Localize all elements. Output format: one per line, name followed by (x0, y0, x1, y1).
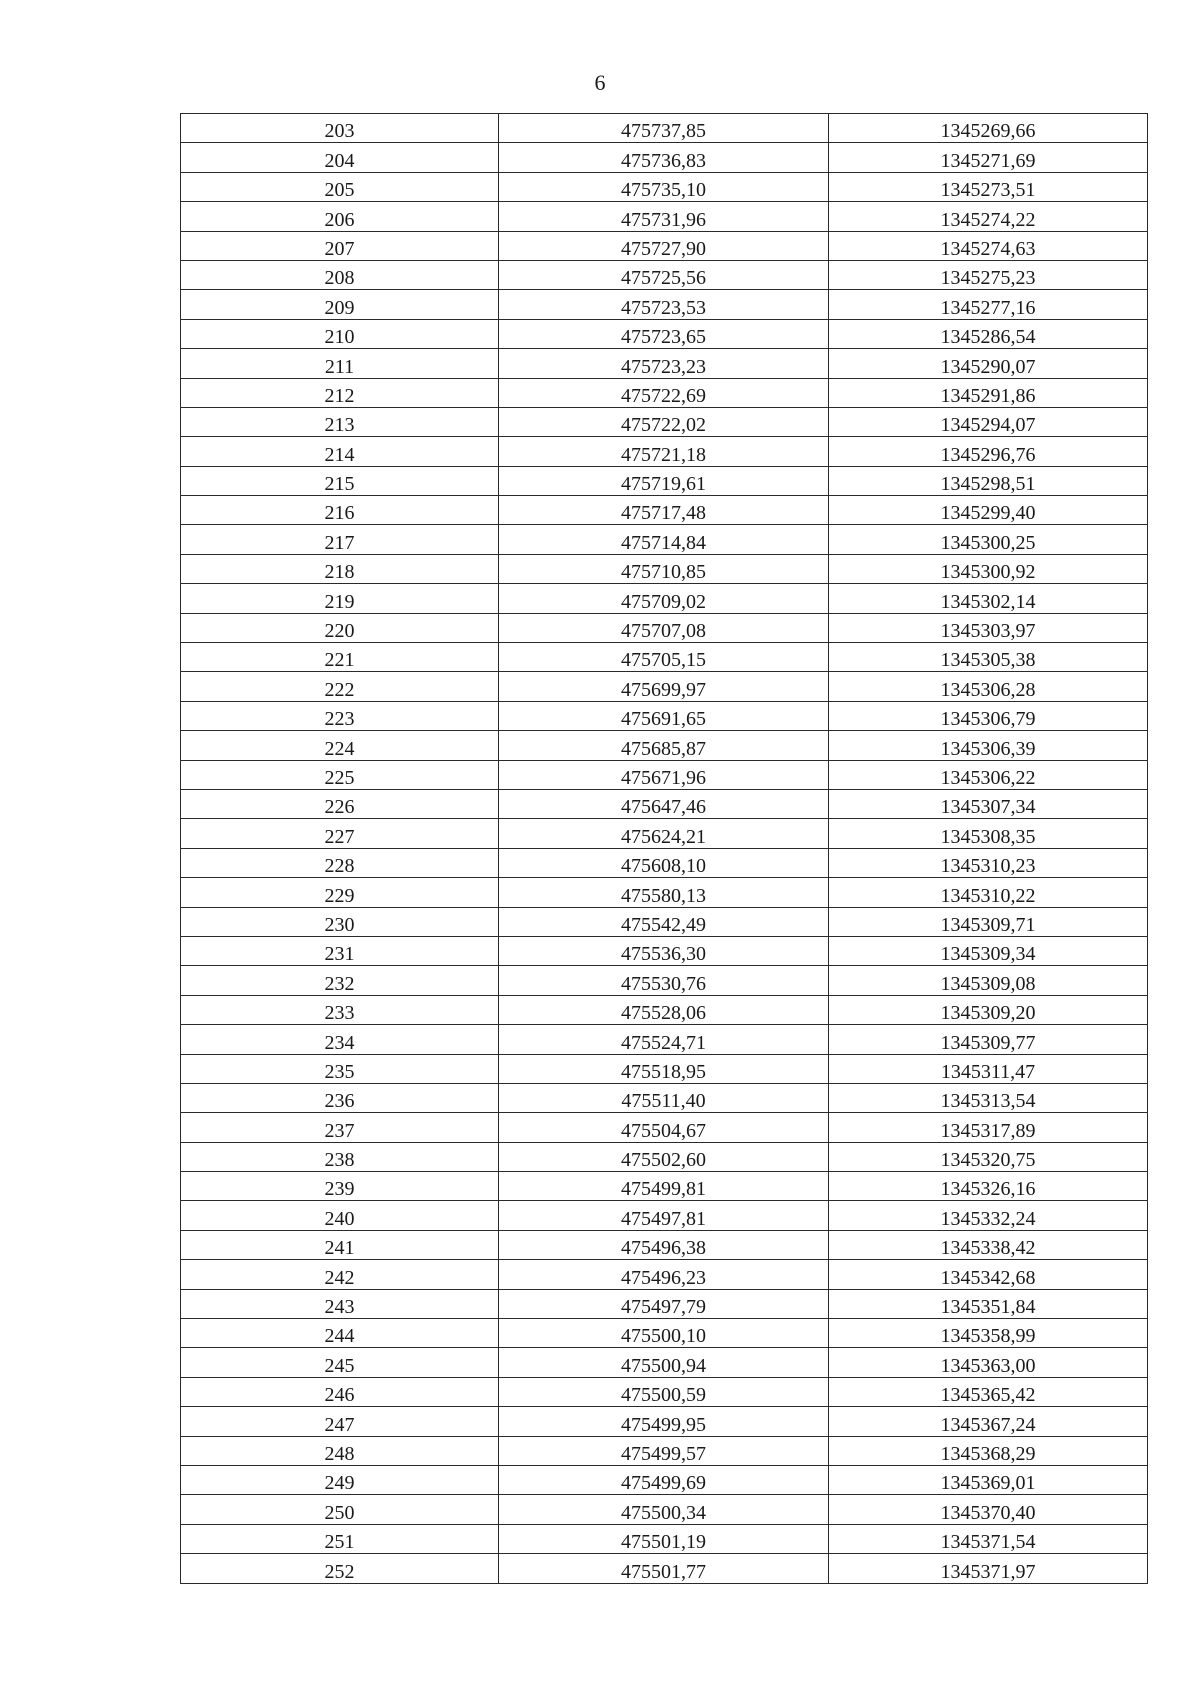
y-coordinate-cell: 1345306,79 (829, 701, 1148, 730)
point-number-cell: 220 (181, 613, 499, 642)
table-row (181, 1436, 1148, 1465)
y-coordinate-cell: 1345371,54 (829, 1524, 1148, 1553)
y-coordinate-cell: 1345269,66 (829, 114, 1148, 143)
x-coordinate-cell: 475501,77 (499, 1554, 829, 1583)
y-coordinate-cell: 1345306,22 (829, 760, 1148, 789)
x-coordinate-cell: 475719,61 (499, 466, 829, 495)
point-number-cell: 230 (181, 907, 499, 936)
point-number-cell: 252 (181, 1554, 499, 1583)
point-number-cell: 209 (181, 290, 499, 319)
point-number-cell: 251 (181, 1524, 499, 1553)
x-coordinate-cell: 475691,65 (499, 701, 829, 730)
point-number-cell: 231 (181, 936, 499, 965)
y-coordinate-cell: 1345370,40 (829, 1495, 1148, 1524)
point-number-cell: 250 (181, 1495, 499, 1524)
x-coordinate-cell: 475705,15 (499, 643, 829, 672)
table-row (181, 701, 1148, 730)
x-coordinate-cell: 475736,83 (499, 143, 829, 172)
point-number-cell: 237 (181, 1113, 499, 1142)
point-number-cell: 218 (181, 554, 499, 583)
y-coordinate-cell: 1345299,40 (829, 496, 1148, 525)
x-coordinate-cell: 475608,10 (499, 848, 829, 877)
table-row (181, 231, 1148, 260)
y-coordinate-cell: 1345313,54 (829, 1083, 1148, 1112)
table-row (181, 349, 1148, 378)
y-coordinate-cell: 1345274,22 (829, 202, 1148, 231)
y-coordinate-cell: 1345338,42 (829, 1230, 1148, 1259)
table-row (181, 966, 1148, 995)
y-coordinate-cell: 1345274,63 (829, 231, 1148, 260)
table-row (181, 1319, 1148, 1348)
table-row (181, 848, 1148, 877)
y-coordinate-cell: 1345311,47 (829, 1054, 1148, 1083)
y-coordinate-cell: 1345342,68 (829, 1260, 1148, 1289)
table-row (181, 1201, 1148, 1230)
table-row (181, 936, 1148, 965)
x-coordinate-cell: 475699,97 (499, 672, 829, 701)
table-row (181, 907, 1148, 936)
point-number-cell: 239 (181, 1172, 499, 1201)
table-row (181, 496, 1148, 525)
y-coordinate-cell: 1345310,23 (829, 848, 1148, 877)
x-coordinate-cell: 475714,84 (499, 525, 829, 554)
table-row (181, 672, 1148, 701)
y-coordinate-cell: 1345291,86 (829, 378, 1148, 407)
table-row (181, 407, 1148, 436)
point-number-cell: 204 (181, 143, 499, 172)
x-coordinate-cell: 475499,81 (499, 1172, 829, 1201)
x-coordinate-cell: 475530,76 (499, 966, 829, 995)
table-row (181, 995, 1148, 1024)
y-coordinate-cell: 1345309,08 (829, 966, 1148, 995)
x-coordinate-cell: 475731,96 (499, 202, 829, 231)
y-coordinate-cell: 1345351,84 (829, 1289, 1148, 1318)
x-coordinate-cell: 475500,94 (499, 1348, 829, 1377)
y-coordinate-cell: 1345365,42 (829, 1377, 1148, 1406)
point-number-cell: 225 (181, 760, 499, 789)
table-row (181, 525, 1148, 554)
table-row (181, 584, 1148, 613)
point-number-cell: 223 (181, 701, 499, 730)
x-coordinate-cell: 475499,69 (499, 1465, 829, 1494)
point-number-cell: 249 (181, 1465, 499, 1494)
point-number-cell: 227 (181, 819, 499, 848)
table-row (181, 1083, 1148, 1112)
coordinates-table-body (181, 114, 1148, 1584)
table-row (181, 1172, 1148, 1201)
x-coordinate-cell: 475500,10 (499, 1319, 829, 1348)
x-coordinate-cell: 475518,95 (499, 1054, 829, 1083)
point-number-cell: 222 (181, 672, 499, 701)
table-row (181, 437, 1148, 466)
point-number-cell: 236 (181, 1083, 499, 1112)
y-coordinate-cell: 1345277,16 (829, 290, 1148, 319)
point-number-cell: 241 (181, 1230, 499, 1259)
x-coordinate-cell: 475504,67 (499, 1113, 829, 1142)
x-coordinate-cell: 475723,23 (499, 349, 829, 378)
table-row (181, 760, 1148, 789)
y-coordinate-cell: 1345294,07 (829, 407, 1148, 436)
y-coordinate-cell: 1345305,38 (829, 643, 1148, 672)
y-coordinate-cell: 1345326,16 (829, 1172, 1148, 1201)
table-row (181, 1554, 1148, 1583)
point-number-cell: 217 (181, 525, 499, 554)
y-coordinate-cell: 1345309,20 (829, 995, 1148, 1024)
x-coordinate-cell: 475727,90 (499, 231, 829, 260)
table-row (181, 1407, 1148, 1436)
table-row (181, 731, 1148, 760)
y-coordinate-cell: 1345320,75 (829, 1142, 1148, 1171)
table-row (181, 1113, 1148, 1142)
point-number-cell: 211 (181, 349, 499, 378)
y-coordinate-cell: 1345306,39 (829, 731, 1148, 760)
x-coordinate-cell: 475497,79 (499, 1289, 829, 1318)
point-number-cell: 243 (181, 1289, 499, 1318)
coordinates-table (180, 113, 1148, 1584)
x-coordinate-cell: 475717,48 (499, 496, 829, 525)
x-coordinate-cell: 475499,57 (499, 1436, 829, 1465)
point-number-cell: 242 (181, 1260, 499, 1289)
x-coordinate-cell: 475542,49 (499, 907, 829, 936)
y-coordinate-cell: 1345309,34 (829, 936, 1148, 965)
x-coordinate-cell: 475624,21 (499, 819, 829, 848)
table-row (181, 466, 1148, 495)
y-coordinate-cell: 1345308,35 (829, 819, 1148, 848)
point-number-cell: 248 (181, 1436, 499, 1465)
table-row (181, 143, 1148, 172)
point-number-cell: 228 (181, 848, 499, 877)
point-number-cell: 244 (181, 1319, 499, 1348)
x-coordinate-cell: 475528,06 (499, 995, 829, 1024)
table-row (181, 172, 1148, 201)
point-number-cell: 234 (181, 1025, 499, 1054)
table-row (181, 554, 1148, 583)
y-coordinate-cell: 1345310,22 (829, 878, 1148, 907)
x-coordinate-cell: 475499,95 (499, 1407, 829, 1436)
point-number-cell: 233 (181, 995, 499, 1024)
point-number-cell: 216 (181, 496, 499, 525)
point-number-cell: 221 (181, 643, 499, 672)
y-coordinate-cell: 1345298,51 (829, 466, 1148, 495)
table-row (181, 643, 1148, 672)
point-number-cell: 229 (181, 878, 499, 907)
point-number-cell: 235 (181, 1054, 499, 1083)
table-row (181, 202, 1148, 231)
y-coordinate-cell: 1345371,97 (829, 1554, 1148, 1583)
x-coordinate-cell: 475496,38 (499, 1230, 829, 1259)
table-row (181, 1230, 1148, 1259)
table-row (181, 613, 1148, 642)
y-coordinate-cell: 1345367,24 (829, 1407, 1148, 1436)
point-number-cell: 246 (181, 1377, 499, 1406)
x-coordinate-cell: 475722,69 (499, 378, 829, 407)
point-number-cell: 219 (181, 584, 499, 613)
y-coordinate-cell: 1345309,77 (829, 1025, 1148, 1054)
x-coordinate-cell: 475721,18 (499, 437, 829, 466)
x-coordinate-cell: 475709,02 (499, 584, 829, 613)
table-row (181, 1524, 1148, 1553)
y-coordinate-cell: 1345307,34 (829, 789, 1148, 818)
y-coordinate-cell: 1345273,51 (829, 172, 1148, 201)
x-coordinate-cell: 475502,60 (499, 1142, 829, 1171)
x-coordinate-cell: 475671,96 (499, 760, 829, 789)
point-number-cell: 214 (181, 437, 499, 466)
point-number-cell: 247 (181, 1407, 499, 1436)
point-number-cell: 205 (181, 172, 499, 201)
y-coordinate-cell: 1345317,89 (829, 1113, 1148, 1142)
x-coordinate-cell: 475737,85 (499, 114, 829, 143)
x-coordinate-cell: 475536,30 (499, 936, 829, 965)
table-row (181, 1495, 1148, 1524)
y-coordinate-cell: 1345300,25 (829, 525, 1148, 554)
point-number-cell: 208 (181, 260, 499, 289)
table-row (181, 819, 1148, 848)
point-number-cell: 206 (181, 202, 499, 231)
x-coordinate-cell: 475580,13 (499, 878, 829, 907)
x-coordinate-cell: 475511,40 (499, 1083, 829, 1112)
y-coordinate-cell: 1345302,14 (829, 584, 1148, 613)
table-row (181, 789, 1148, 818)
x-coordinate-cell: 475496,23 (499, 1260, 829, 1289)
x-coordinate-cell: 475723,65 (499, 319, 829, 348)
y-coordinate-cell: 1345363,00 (829, 1348, 1148, 1377)
table-row (181, 1025, 1148, 1054)
y-coordinate-cell: 1345303,97 (829, 613, 1148, 642)
y-coordinate-cell: 1345332,24 (829, 1201, 1148, 1230)
x-coordinate-cell: 475707,08 (499, 613, 829, 642)
y-coordinate-cell: 1345300,92 (829, 554, 1148, 583)
table-row (181, 260, 1148, 289)
point-number-cell: 213 (181, 407, 499, 436)
x-coordinate-cell: 475723,53 (499, 290, 829, 319)
point-number-cell: 203 (181, 114, 499, 143)
point-number-cell: 226 (181, 789, 499, 818)
table-row (181, 1260, 1148, 1289)
point-number-cell: 232 (181, 966, 499, 995)
y-coordinate-cell: 1345358,99 (829, 1319, 1148, 1348)
x-coordinate-cell: 475500,34 (499, 1495, 829, 1524)
y-coordinate-cell: 1345368,29 (829, 1436, 1148, 1465)
table-row (181, 378, 1148, 407)
y-coordinate-cell: 1345296,76 (829, 437, 1148, 466)
table-row (181, 1465, 1148, 1494)
y-coordinate-cell: 1345369,01 (829, 1465, 1148, 1494)
y-coordinate-cell: 1345306,28 (829, 672, 1148, 701)
point-number-cell: 210 (181, 319, 499, 348)
y-coordinate-cell: 1345290,07 (829, 349, 1148, 378)
x-coordinate-cell: 475725,56 (499, 260, 829, 289)
table-row (181, 1289, 1148, 1318)
table-row (181, 1377, 1148, 1406)
x-coordinate-cell: 475722,02 (499, 407, 829, 436)
point-number-cell: 207 (181, 231, 499, 260)
x-coordinate-cell: 475524,71 (499, 1025, 829, 1054)
table-row (181, 1348, 1148, 1377)
page-number: 6 (594, 70, 606, 95)
table-row (181, 1142, 1148, 1171)
y-coordinate-cell: 1345309,71 (829, 907, 1148, 936)
y-coordinate-cell: 1345275,23 (829, 260, 1148, 289)
point-number-cell: 224 (181, 731, 499, 760)
table-row (181, 1054, 1148, 1083)
x-coordinate-cell: 475710,85 (499, 554, 829, 583)
x-coordinate-cell: 475685,87 (499, 731, 829, 760)
point-number-cell: 245 (181, 1348, 499, 1377)
x-coordinate-cell: 475497,81 (499, 1201, 829, 1230)
table-row (181, 319, 1148, 348)
x-coordinate-cell: 475647,46 (499, 789, 829, 818)
x-coordinate-cell: 475500,59 (499, 1377, 829, 1406)
x-coordinate-cell: 475735,10 (499, 172, 829, 201)
y-coordinate-cell: 1345286,54 (829, 319, 1148, 348)
table-row (181, 114, 1148, 143)
point-number-cell: 215 (181, 466, 499, 495)
point-number-cell: 240 (181, 1201, 499, 1230)
table-row (181, 290, 1148, 319)
point-number-cell: 238 (181, 1142, 499, 1171)
y-coordinate-cell: 1345271,69 (829, 143, 1148, 172)
point-number-cell: 212 (181, 378, 499, 407)
table-row (181, 878, 1148, 907)
x-coordinate-cell: 475501,19 (499, 1524, 829, 1553)
